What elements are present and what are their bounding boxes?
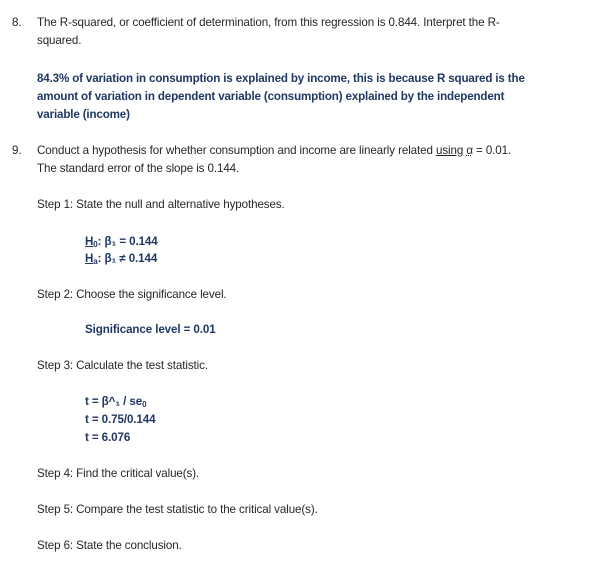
- step-5-label: Step 5: Compare the test statistic to the critical value(s).: [37, 503, 318, 516]
- test-statistic-formula: t = β^₁ / $se_0$: [85, 395, 147, 409]
- step-4-label: Step 4: Find the critical value(s).: [37, 467, 200, 480]
- question-8-answer-line1: 84.3% of variation in consumption is explained by income, this is because R squared is the: [37, 72, 525, 85]
- null-hypothesis-h: $H_0$: [85, 235, 98, 249]
- question-8-text-line1: The R-squared, or coefficient of determination, from this regression is 0.844. Interpret the R-: [37, 16, 500, 29]
- question-9-line1-post: = 0.01.: [472, 144, 512, 157]
- null-hypothesis: [85, 233, 158, 250]
- alpha-symbol: α: [466, 144, 473, 157]
- question-9-text-line1: [37, 142, 511, 159]
- question-8-answer-line3: variable (income): [37, 108, 130, 121]
- question-8-answer: [37, 70, 597, 124]
- null-hypothesis-rest: : β₁ = 0.144: [97, 235, 158, 248]
- significance-level-answer: Significance level = 0.01: [85, 323, 216, 336]
- question-9-using: using: [435, 144, 464, 157]
- alternative-hypothesis: [85, 250, 157, 267]
- question-9-line1-pre: Conduct a hypothesis for whether consumption and income are linearly related: [37, 144, 436, 157]
- step-3-label: Step 3: Calculate the test statistic.: [37, 359, 208, 372]
- test-statistic-substitution: t = 0.75/0.144: [85, 413, 156, 426]
- question-8-answer-line2: amount of variation in dependent variable (consumption) explained by the independent: [37, 90, 505, 103]
- question-9-text-line2: The standard error of the slope is 0.144.: [37, 162, 240, 175]
- step-1-label: Step 1: State the null and alternative hypotheses.: [37, 198, 285, 211]
- question-8-number: 8.: [12, 16, 22, 29]
- step-6-label: Step 6: State the conclusion.: [37, 539, 182, 552]
- alternative-hypothesis-rest: : β₁ ≠ 0.144: [97, 252, 158, 265]
- test-statistic-result: t = 6.076: [85, 431, 131, 444]
- alternative-hypothesis-h: $H_a$: [85, 252, 98, 266]
- step-2-label: Step 2: Choose the significance level.: [37, 288, 227, 301]
- question-9-number: 9.: [12, 144, 22, 157]
- question-8-text-line2: squared.: [37, 34, 82, 47]
